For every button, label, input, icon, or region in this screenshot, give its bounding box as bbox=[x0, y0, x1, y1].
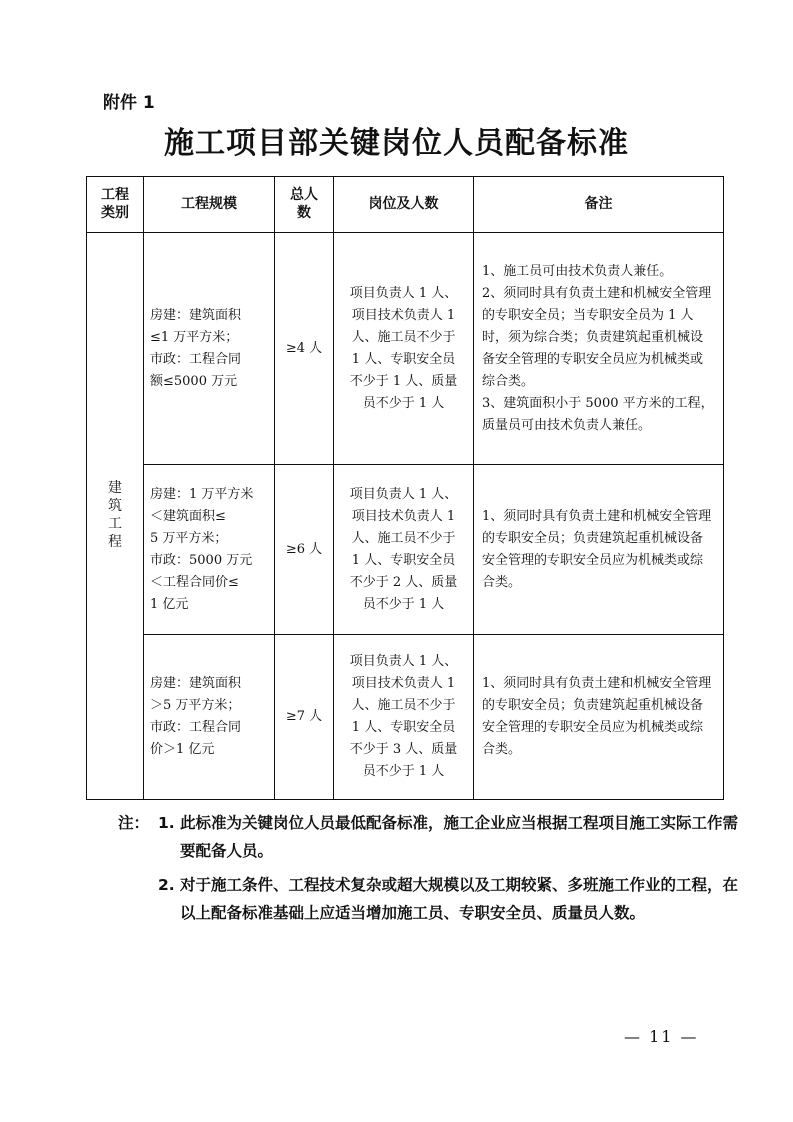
staffing-standard-table bbox=[86, 176, 724, 800]
note-number: 1. bbox=[158, 814, 175, 832]
header-total: 总人数 bbox=[275, 177, 334, 233]
total-cell: ≥7 人 bbox=[275, 635, 334, 800]
total-cell: ≥6 人 bbox=[275, 465, 334, 635]
page-title: 施工项目部关键岗位人员配备标准 bbox=[164, 126, 629, 161]
header-scale: 工程规模 bbox=[144, 177, 275, 233]
notes-lead: 注： bbox=[118, 814, 150, 832]
remarks-cell: 1、须同时具有负责土建和机械安全管理的专职安全员；负责建筑起重机械设备安全管理的专职安全员应为机械类或综合类。 bbox=[474, 465, 724, 635]
attachment-label: 附件 1 bbox=[103, 93, 155, 113]
remarks-cell: 1、须同时具有负责土建和机械安全管理的专职安全员；负责建筑起重机械设备安全管理的专职安全员应为机械类或综合类。 bbox=[474, 635, 724, 800]
scale-cell: 房建：建筑面积 ≤1 万平方米； 市政：工程合同 额≤5000 万元 bbox=[144, 233, 275, 465]
note-item bbox=[118, 809, 738, 865]
table-row bbox=[87, 465, 724, 635]
posts-cell: 项目负责人 1 人、 项目技术负责人 1 人、施工员不少于 1 人、专职安全员 不少于 3 人、质量 员不少于 1 人 bbox=[334, 635, 474, 800]
category-cell bbox=[87, 233, 144, 800]
posts-cell: 项目负责人 1 人、 项目技术负责人 1 人、施工员不少于 1 人、专职安全员 不少于 1 人、质量 员不少于 1 人 bbox=[334, 233, 474, 465]
note-text: 此标准为关键岗位人员最低配备标准，施工企业应当根据工程项目施工实际工作需要配备人员。 bbox=[180, 814, 739, 860]
table-header-row bbox=[87, 177, 724, 233]
category-label: 建筑工程 bbox=[108, 479, 122, 550]
scale-cell: 房建：建筑面积 ＞5 万平方米； 市政：工程合同 价＞1 亿元 bbox=[144, 635, 275, 800]
header-remarks: 备注 bbox=[474, 177, 724, 233]
header-category: 工程类别 bbox=[87, 177, 144, 233]
header-posts: 岗位及人数 bbox=[334, 177, 474, 233]
table-row bbox=[87, 233, 724, 465]
total-cell: ≥4 人 bbox=[275, 233, 334, 465]
posts-cell: 项目负责人 1 人、 项目技术负责人 1 人、施工员不少于 1 人、专职安全员 不少于 2 人、质量 员不少于 1 人 bbox=[334, 465, 474, 635]
notes-section bbox=[118, 809, 738, 927]
remarks-cell: 1、施工员可由技术负责人兼任。 2、须同时具有负责土建和机械安全管理的专职安全员；当专职安全员为 1 人时，须为综合类；负责建筑起重机械设备安全管理的专职安全员应为机械类或综合类。 3、建筑面积小于 5000 平方米的工程，质量员可由技术负责人兼任。 bbox=[474, 233, 724, 465]
table-row bbox=[87, 635, 724, 800]
page-number: — 11 — bbox=[624, 1027, 699, 1046]
note-number: 2. bbox=[158, 876, 175, 894]
note-item bbox=[118, 871, 738, 927]
scale-cell: 房建：1 万平方米 ＜建筑面积≤ 5 万平方米； 市政：5000 万元 ＜工程合同价≤ 1 亿元 bbox=[144, 465, 275, 635]
note-text: 对于施工条件、工程技术复杂或超大规模以及工期较紧、多班施工作业的工程，在以上配备标准基础上应适当增加施工员、专职安全员、质量员人数。 bbox=[180, 876, 739, 922]
